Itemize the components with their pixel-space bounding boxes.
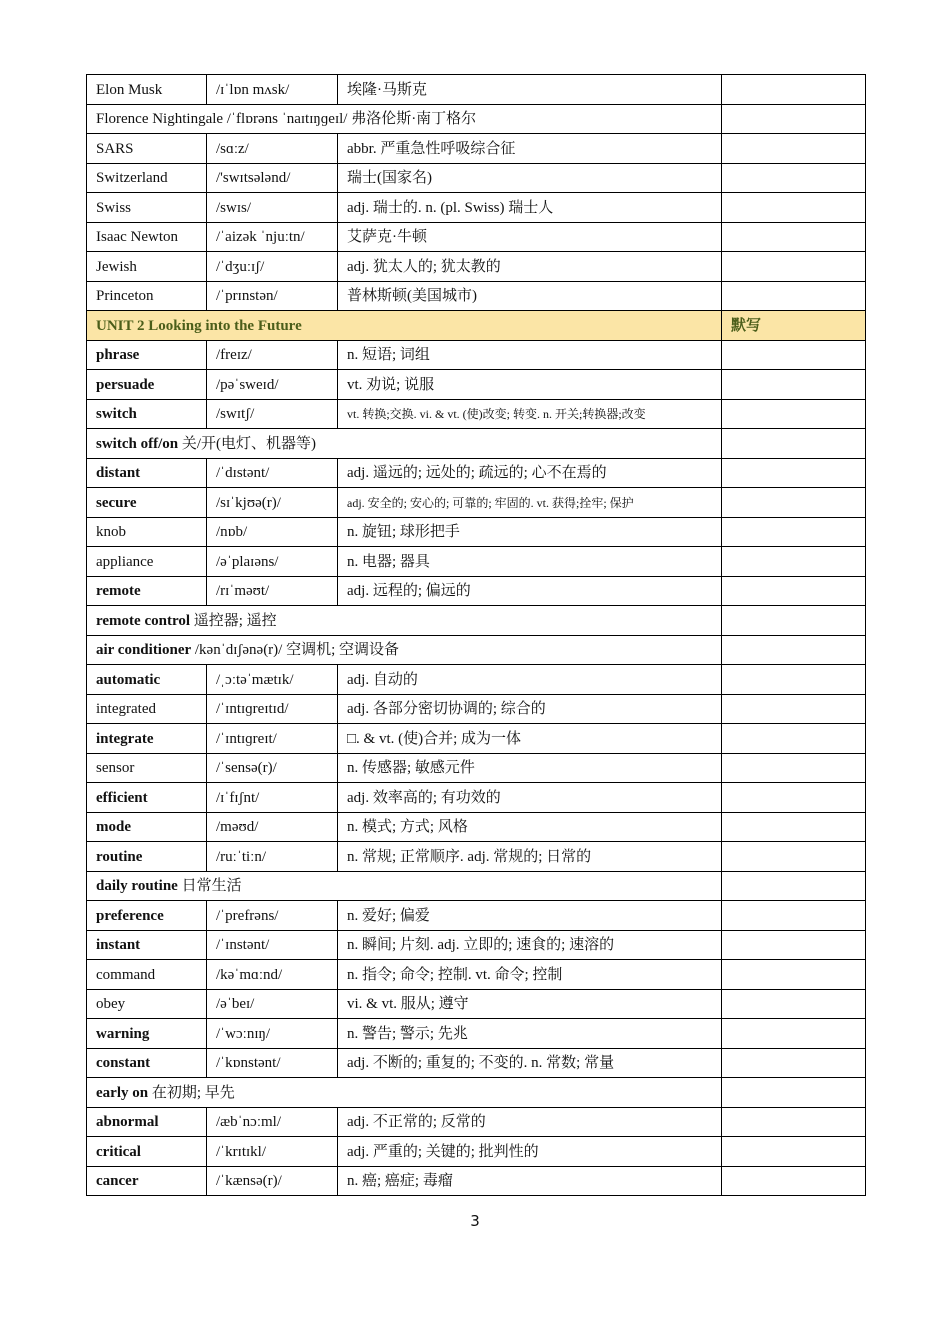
phrase-row: [87, 606, 866, 636]
definition-cell: □. & vt. (使)合并; 成为一体: [338, 724, 722, 754]
phonetic-cell: /freɪz/: [207, 340, 338, 370]
dictation-cell: [722, 930, 866, 960]
vocab-row: [87, 75, 866, 105]
vocab-row: [87, 989, 866, 1019]
word-cell: Switzerland: [87, 163, 207, 193]
dictation-cell: [722, 134, 866, 164]
vocab-row: [87, 163, 866, 193]
vocab-row: [87, 547, 866, 577]
phonetic-cell: /məʊd/: [207, 812, 338, 842]
dictation-cell: [722, 340, 866, 370]
phonetic-cell: /əˈbeɪ/: [207, 989, 338, 1019]
word-cell: preference: [87, 901, 207, 931]
word-cell: switch: [87, 399, 207, 429]
phonetic-cell: /ɪˈfɪʃnt/: [207, 783, 338, 813]
vocab-row: [87, 753, 866, 783]
phonetic-cell: /ˈdɪstənt/: [207, 458, 338, 488]
phonetic-cell: /ˈprɪnstən/: [207, 281, 338, 311]
definition-cell: adj. 瑞士的. n. (pl. Swiss) 瑞士人: [338, 193, 722, 223]
word-cell: Princeton: [87, 281, 207, 311]
phonetic-cell: /sɪˈkjʊə(r)/: [207, 488, 338, 518]
phrase-term: switch off/on: [96, 435, 179, 452]
definition-cell: n. 旋钮; 球形把手: [338, 517, 722, 547]
dictation-cell: [722, 399, 866, 429]
dictation-cell: [722, 193, 866, 223]
vocab-row: [87, 134, 866, 164]
definition-cell: 艾萨克·牛顿: [338, 222, 722, 252]
vocab-row: [87, 252, 866, 282]
vocab-row: [87, 665, 866, 695]
dictation-cell: [722, 901, 866, 931]
dictation-cell: [722, 429, 866, 459]
word-cell: sensor: [87, 753, 207, 783]
dictation-cell: [722, 1019, 866, 1049]
dictation-cell: [722, 75, 866, 105]
definition-cell: n. 传感器; 敏感元件: [338, 753, 722, 783]
phonetic-cell: /pəˈsweɪd/: [207, 370, 338, 400]
page-number: 3: [470, 1212, 480, 1230]
word-cell: persuade: [87, 370, 207, 400]
word-cell: Swiss: [87, 193, 207, 223]
vocab-row: [87, 281, 866, 311]
vocab-row: [87, 1048, 866, 1078]
definition-cell: adj. 安全的; 安心的; 可靠的; 牢固的. vt. 获得;拴牢; 保护: [338, 488, 722, 518]
phrase-row: [87, 871, 866, 901]
definition-cell: n. 电器; 器具: [338, 547, 722, 577]
definition-cell: 埃隆·马斯克: [338, 75, 722, 105]
dictation-cell: [722, 1137, 866, 1167]
dictation-cell: [722, 370, 866, 400]
definition-cell: adj. 严重的; 关键的; 批判性的: [338, 1137, 722, 1167]
word-cell: critical: [87, 1137, 207, 1167]
phonetic-cell: /ˈdʒuːɪʃ/: [207, 252, 338, 282]
phrase-term: early on: [96, 1084, 149, 1101]
definition-cell: n. 癌; 癌症; 毒瘤: [338, 1166, 722, 1196]
phonetic-cell: /swɪs/: [207, 193, 338, 223]
dictation-cell: [722, 606, 866, 636]
dictation-cell: [722, 694, 866, 724]
phrase-cell: [87, 871, 722, 901]
vocab-row: [87, 960, 866, 990]
definition-cell: n. 短语; 词组: [338, 340, 722, 370]
phrase-row: [87, 429, 866, 459]
unit-header-row: [87, 311, 866, 341]
vocab-row: [87, 842, 866, 872]
word-cell: command: [87, 960, 207, 990]
definition-cell: n. 警告; 警示; 先兆: [338, 1019, 722, 1049]
vocab-row: [87, 930, 866, 960]
phonetic-cell: /ˈkrɪtɪkl/: [207, 1137, 338, 1167]
phrase-meaning: 日常生活: [181, 878, 242, 894]
phrase-term: remote control: [96, 612, 190, 629]
vocab-row: [87, 399, 866, 429]
vocab-row: [87, 193, 866, 223]
vocab-row: [87, 458, 866, 488]
unit-title: UNIT 2 Looking into the Future: [87, 311, 722, 341]
phrase-cell: [87, 606, 722, 636]
word-cell: Jewish: [87, 252, 207, 282]
vocab-row: [87, 488, 866, 518]
phrase-meaning: /kənˈdɪʃənə(r)/ 空调机; 空调设备: [194, 642, 400, 658]
word-cell: phrase: [87, 340, 207, 370]
vocab-row: [87, 340, 866, 370]
word-cell: integrate: [87, 724, 207, 754]
word-cell: instant: [87, 930, 207, 960]
word-cell: integrated: [87, 694, 207, 724]
phrase-row: [87, 1078, 866, 1108]
definition-cell: adj. 犹太人的; 犹太教的: [338, 252, 722, 282]
word-cell: obey: [87, 989, 207, 1019]
dictation-cell: [722, 222, 866, 252]
definition-cell: vt. 劝说; 说服: [338, 370, 722, 400]
phonetic-cell: /ˈɪnstənt/: [207, 930, 338, 960]
word-cell: Elon Musk: [87, 75, 207, 105]
phonetic-cell: /ˈaizək ˈnjuːtn/: [207, 222, 338, 252]
phonetic-cell: /ˈɪntɪɡreɪt/: [207, 724, 338, 754]
phonetic-cell: /ˈprefrəns/: [207, 901, 338, 931]
phonetic-cell: /ruːˈtiːn/: [207, 842, 338, 872]
vocab-row: [87, 1107, 866, 1137]
word-cell: cancer: [87, 1166, 207, 1196]
definition-cell: adj. 各部分密切协调的; 综合的: [338, 694, 722, 724]
vocab-row: [87, 783, 866, 813]
phrase-row: [87, 104, 866, 134]
vocab-row: [87, 222, 866, 252]
dictation-cell: [722, 753, 866, 783]
phonetic-cell: /ˈsensə(r)/: [207, 753, 338, 783]
definition-cell: adj. 远程的; 偏远的: [338, 576, 722, 606]
vocab-row: [87, 901, 866, 931]
dictation-cell: [722, 1048, 866, 1078]
definition-cell: n. 瞬间; 片刻. adj. 立即的; 速食的; 速溶的: [338, 930, 722, 960]
word-cell: remote: [87, 576, 207, 606]
word-cell: appliance: [87, 547, 207, 577]
dictation-cell: [722, 458, 866, 488]
dictation-cell: [722, 576, 866, 606]
definition-cell: adj. 不断的; 重复的; 不变的. n. 常数; 常量: [338, 1048, 722, 1078]
vocab-row: [87, 812, 866, 842]
dictation-cell: [722, 252, 866, 282]
definition-cell: adj. 自动的: [338, 665, 722, 695]
definition-cell: vi. & vt. 服从; 遵守: [338, 989, 722, 1019]
definition-cell: adj. 遥远的; 远处的; 疏远的; 心不在焉的: [338, 458, 722, 488]
phonetic-cell: /sɑːz/: [207, 134, 338, 164]
definition-cell: adj. 不正常的; 反常的: [338, 1107, 722, 1137]
dictation-cell: [722, 960, 866, 990]
vocab-row: [87, 370, 866, 400]
dictation-cell: [722, 842, 866, 872]
vocab-row: [87, 1137, 866, 1167]
word-cell: automatic: [87, 665, 207, 695]
phonetic-cell: /ˈkænsə(r)/: [207, 1166, 338, 1196]
dictation-cell: [722, 488, 866, 518]
definition-cell: n. 模式; 方式; 风格: [338, 812, 722, 842]
definition-cell: 瑞士(国家名): [338, 163, 722, 193]
phonetic-cell: /ɪˈlɒn mʌsk/: [207, 75, 338, 105]
dictation-cell: [722, 517, 866, 547]
vocab-row: [87, 1166, 866, 1196]
phrase-row: [87, 635, 866, 665]
dictation-cell: [722, 989, 866, 1019]
phrase-meaning: 关/开(电灯、机器等): [181, 435, 317, 452]
phrase-meaning: 在初期; 早先: [151, 1084, 235, 1101]
phrase-cell: [87, 1078, 722, 1108]
vocab-row: [87, 724, 866, 754]
word-cell: constant: [87, 1048, 207, 1078]
definition-cell: abbr. 严重急性呼吸综合征: [338, 134, 722, 164]
dictation-cell: [722, 724, 866, 754]
word-cell: distant: [87, 458, 207, 488]
vocab-row: [87, 694, 866, 724]
word-cell: warning: [87, 1019, 207, 1049]
definition-cell: adj. 效率高的; 有功效的: [338, 783, 722, 813]
phonetic-cell: /'swɪtsələnd/: [207, 163, 338, 193]
dictation-cell: [722, 871, 866, 901]
dictation-cell: [722, 281, 866, 311]
word-cell: efficient: [87, 783, 207, 813]
word-cell: knob: [87, 517, 207, 547]
word-cell: secure: [87, 488, 207, 518]
dictation-cell: [722, 783, 866, 813]
dictation-cell: [722, 635, 866, 665]
phrase-term: daily routine: [96, 878, 178, 894]
dictation-cell: [722, 1078, 866, 1108]
phrase-cell: [87, 635, 722, 665]
phrase-term: air conditioner: [96, 642, 192, 658]
vocabulary-table: [86, 74, 866, 1196]
phonetic-cell: /ˈɪntɪɡreɪtɪd/: [207, 694, 338, 724]
dictation-cell: [722, 547, 866, 577]
dictation-cell: [722, 1107, 866, 1137]
definition-cell: 普林斯顿(美国城市): [338, 281, 722, 311]
vocab-row: [87, 517, 866, 547]
vocab-row: [87, 1019, 866, 1049]
word-cell: Isaac Newton: [87, 222, 207, 252]
phrase-meaning: Florence Nightingale /ˈflɒrəns ˈnaɪtɪŋɡeɪl/ 弗洛伦斯·南丁格尔: [96, 111, 477, 127]
definition-cell: vt. 转换;交换. vi. & vt. (使)改变; 转变. n. 开关;转换器;改变: [338, 399, 722, 429]
definition-cell: n. 爱好; 偏爱: [338, 901, 722, 931]
word-cell: routine: [87, 842, 207, 872]
definition-cell: n. 指令; 命令; 控制. vt. 命令; 控制: [338, 960, 722, 990]
phrase-cell: [87, 429, 722, 459]
vocabulary-table-body: [87, 75, 866, 1196]
vocab-row: [87, 576, 866, 606]
phonetic-cell: /nɒb/: [207, 517, 338, 547]
phonetic-cell: /kəˈmɑːnd/: [207, 960, 338, 990]
word-cell: mode: [87, 812, 207, 842]
phonetic-cell: /swɪtʃ/: [207, 399, 338, 429]
phrase-meaning: 遥控器; 遥控: [193, 612, 277, 629]
phonetic-cell: /ˌɔːtəˈmætɪk/: [207, 665, 338, 695]
phonetic-cell: /ˈkɒnstənt/: [207, 1048, 338, 1078]
phrase-cell: [87, 104, 722, 134]
dictation-cell: [722, 163, 866, 193]
dictation-header: 默写: [722, 311, 866, 341]
dictation-cell: [722, 104, 866, 134]
phonetic-cell: /rɪˈməʊt/: [207, 576, 338, 606]
definition-cell: n. 常规; 正常顺序. adj. 常规的; 日常的: [338, 842, 722, 872]
phonetic-cell: /ˈwɔːnɪŋ/: [207, 1019, 338, 1049]
dictation-cell: [722, 665, 866, 695]
word-cell: SARS: [87, 134, 207, 164]
phonetic-cell: /æbˈnɔːml/: [207, 1107, 338, 1137]
phonetic-cell: /əˈplaɪəns/: [207, 547, 338, 577]
word-cell: abnormal: [87, 1107, 207, 1137]
dictation-cell: [722, 1166, 866, 1196]
dictation-cell: [722, 812, 866, 842]
